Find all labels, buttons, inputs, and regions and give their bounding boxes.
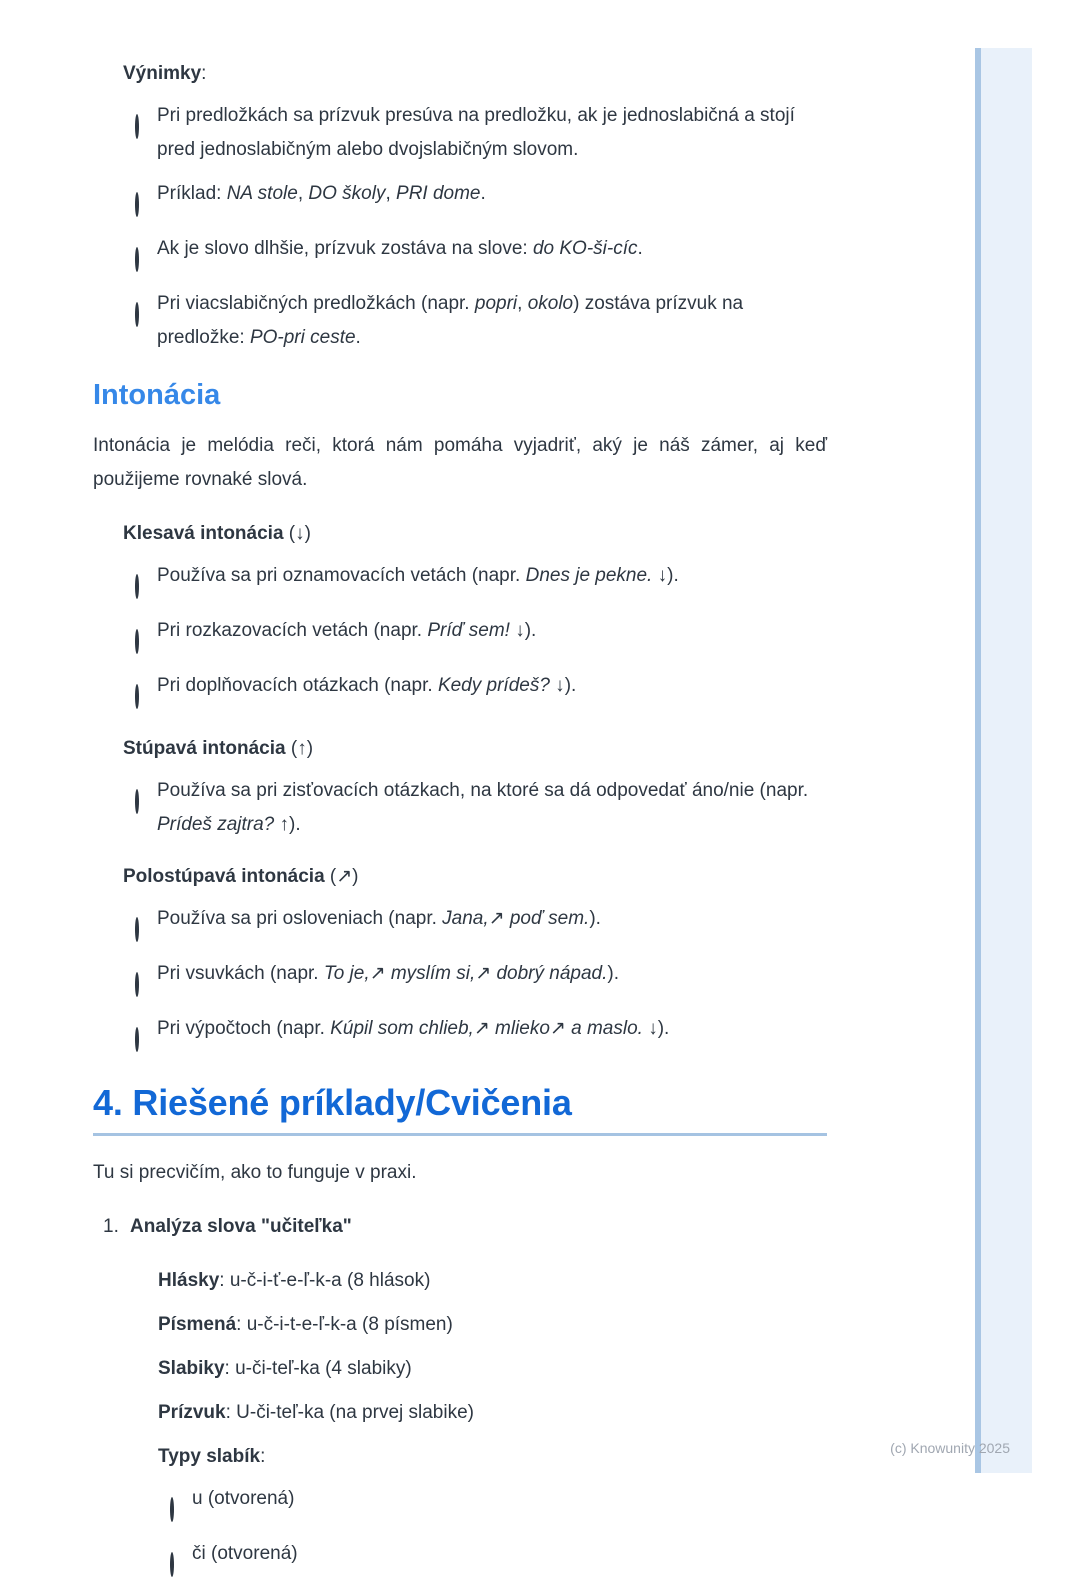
list-item — [170, 1537, 827, 1582]
list-item-stupava-intonacia — [93, 732, 827, 766]
cvicenia-intro-paragraph: Tu si precvičím, ako to funguje v praxi. — [93, 1162, 417, 1183]
list-item-text: Pri rozkazovacích vetách (napr. Príď sem! ↓). — [157, 620, 537, 641]
bullet-icon — [138, 1352, 158, 1386]
list-item — [135, 559, 827, 604]
list-item — [135, 957, 827, 1002]
list-item-label: Stúpavá intonácia (↑) — [123, 738, 314, 759]
list-item-text: Pri výpočtoch (napr. Kúpil som chlieb,↗ mlieko↗ a maslo. ↓). — [157, 1018, 670, 1039]
list-item — [135, 287, 827, 355]
list-item-text: Príklad: NA stole, DO školy, PRI dome. — [157, 183, 486, 204]
list-item-text: Slabiky: u-či-teľ-ka (4 slabiky) — [158, 1358, 412, 1379]
list-item-text: Pri predložkách sa prízvuk presúva na predložku, ak je jednoslabičná a stojí pred jednoslabičným alebo dvojslabičným slovom. — [157, 105, 795, 160]
circle-bullet-icon — [135, 232, 157, 277]
list-item — [138, 1352, 827, 1386]
circle-bullet-icon — [135, 902, 157, 947]
bullet-icon — [103, 517, 123, 551]
section-heading-intonacia: Intonácia — [93, 379, 221, 411]
section-divider — [93, 1133, 827, 1136]
list-item — [135, 902, 827, 947]
list-item — [138, 1264, 827, 1298]
numbered-item-title: Analýza slova "učiteľka" — [130, 1216, 352, 1237]
bullet-icon — [103, 732, 123, 766]
list-item-text: Ak je slovo dlhšie, prízvuk zostáva na slove: do KO-ši-cíc. — [157, 238, 643, 259]
section-heading-cvicenia: 4. Riešené príklady/Cvičenia — [93, 1082, 572, 1123]
circle-bullet-icon — [135, 287, 157, 355]
list-item-label: Klesavá intonácia (↓) — [123, 523, 311, 544]
intonacia-intro-paragraph: Intonácia je melódia reči, ktorá nám pomáha vyjadriť, aký je náš zámer, aj keď použijeme rovnaké slová. — [93, 435, 827, 490]
list-item-text: Používa sa pri oznamovacích vetách (napr. Dnes je pekne. ↓). — [157, 565, 679, 586]
list-item — [135, 669, 827, 714]
list-item — [138, 1308, 827, 1342]
list-item-text: Typy slabík: — [158, 1446, 266, 1467]
circle-bullet-icon — [135, 614, 157, 659]
bullet-icon — [103, 57, 123, 91]
copyright-watermark: (c) Knowunity 2025 — [890, 1440, 1010, 1456]
list-item-text: Hlásky: u-č-i-ť-e-ľ-k-a (8 hlások) — [158, 1270, 431, 1291]
bullet-icon — [138, 1264, 158, 1298]
list-item-text: Používa sa pri osloveniach (napr. Jana,↗ poď sem.). — [157, 908, 601, 929]
circle-bullet-icon — [135, 177, 157, 222]
circle-bullet-icon — [135, 669, 157, 714]
list-number: 1. — [103, 1216, 119, 1237]
circle-bullet-icon — [135, 774, 157, 842]
list-item — [135, 177, 827, 222]
right-sidebar-strip — [975, 48, 1032, 1473]
list-item-text: Prízvuk: U-či-teľ-ka (na prvej slabike) — [158, 1402, 474, 1423]
list-item-text: Písmená: u-č-i-t-e-ľ-k-a (8 písmen) — [158, 1314, 453, 1335]
list-item — [135, 614, 827, 659]
list-item-text: Pri viacslabičných predložkách (napr. popri, okolo) zostáva prízvuk na predložke: PO-pri ceste. — [157, 293, 744, 348]
list-item — [135, 99, 827, 167]
circle-bullet-icon — [135, 957, 157, 1002]
document-content — [93, 57, 827, 1582]
list-item-label: Výnimky: — [123, 63, 207, 84]
list-item-vynimky — [93, 57, 827, 91]
bullet-icon — [138, 1396, 158, 1430]
list-item — [170, 1482, 827, 1527]
list-item-text: či (otvorená) — [192, 1543, 298, 1564]
circle-bullet-icon — [135, 99, 157, 167]
list-item-klesava-intonacia — [93, 517, 827, 551]
list-item — [138, 1396, 827, 1430]
bullet-icon — [138, 1440, 158, 1474]
bullet-icon — [138, 1308, 158, 1342]
list-item-polostupava-intonacia — [93, 860, 827, 894]
list-item-text: Pri doplňovacích otázkach (napr. Kedy prídeš? ↓). — [157, 675, 577, 696]
list-item-text: Pri vsuvkách (napr. To je,↗ myslím si,↗ dobrý nápad.). — [157, 963, 619, 984]
list-item — [135, 774, 827, 842]
list-item — [135, 1012, 827, 1057]
list-item-text: Používa sa pri zisťovacích otázkach, na ktoré sa dá odpovedať áno/nie (napr. Prídeš zajtra? ↑). — [157, 780, 809, 835]
list-item-text: u (otvorená) — [192, 1488, 295, 1509]
circle-bullet-icon — [170, 1482, 192, 1527]
list-item — [135, 232, 827, 277]
bullet-icon — [103, 860, 123, 894]
circle-bullet-icon — [170, 1537, 192, 1582]
circle-bullet-icon — [135, 1012, 157, 1057]
list-item-typy-slabik — [138, 1440, 827, 1474]
circle-bullet-icon — [135, 559, 157, 604]
list-item-label: Polostúpavá intonácia (↗) — [123, 866, 359, 887]
numbered-item-analyza — [93, 1210, 827, 1244]
